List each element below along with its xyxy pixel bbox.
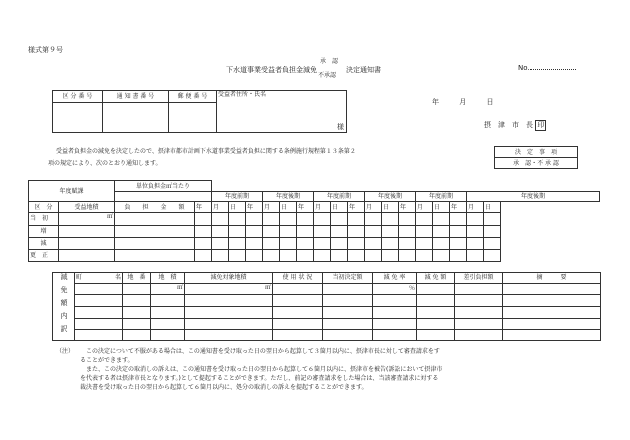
- g-percent: ％: [373, 283, 417, 295]
- date-y-1: 年: [195, 202, 212, 213]
- doc-number-blank: [530, 62, 576, 70]
- notes-line-2: ることができます。: [80, 357, 134, 364]
- unit-charge-label: 単位負担金㎡当たり: [115, 181, 212, 192]
- label-notice-no: 通 知 書 番 号: [103, 91, 169, 103]
- notice-no-value: [103, 103, 169, 133]
- gh-amount: 減 免 額: [417, 273, 455, 284]
- genmen-row-2: [53, 295, 601, 307]
- fiscal-label: 年度賦課: [29, 181, 115, 202]
- notes-line-4: を代表する者は摂津市長となります。)として提起することができます。ただし、前記の審査請求をした場合は、当該審査請求に対する: [80, 375, 439, 382]
- gh-chiseki: 地 積: [151, 273, 185, 284]
- label-postal-no: 郵 便 番 号: [169, 91, 217, 103]
- gh-mei-text: 名: [114, 274, 121, 282]
- period-2: 年度後期: [263, 192, 314, 202]
- gh-usage: 使 用 状 況: [273, 273, 323, 284]
- row-increase: [29, 225, 600, 237]
- date-m-4: 月: [365, 202, 382, 213]
- main-blank: [212, 181, 501, 192]
- date-day: 日: [486, 98, 494, 106]
- date-y-5: 年: [399, 202, 416, 213]
- title-prefix: 下水道事業受益者負担金減免: [226, 66, 317, 74]
- row-label-decrease: 減: [29, 237, 59, 249]
- notes-line-3: また、この決定の取消しの訴えは、この通知書を受け取った日の翌日から起算して６箇月以内に、摂津市を被告(訴訟において摂津市: [86, 366, 443, 373]
- row-label-increase: 増: [29, 225, 59, 237]
- date-m-5: 月: [416, 202, 433, 213]
- doc-number: [518, 62, 576, 73]
- genmen-row-1: [53, 283, 601, 295]
- unit-charge-value: [115, 192, 212, 202]
- date-d-6: 日: [484, 202, 501, 213]
- body-text-2: 項の規定により、次のとおり通知します。: [48, 160, 162, 167]
- row-label-initial: 当 初: [29, 213, 59, 225]
- seal-mark: 印: [537, 121, 545, 129]
- gh-target-area: 減免対象地積: [185, 273, 273, 284]
- decision-value: 承 認・不 承 認: [495, 158, 578, 169]
- date-m-1: 月: [212, 202, 229, 213]
- date-month: 月: [459, 98, 467, 106]
- date-m-6: 月: [467, 202, 484, 213]
- period-3: 年度前期: [314, 192, 365, 202]
- period-5: 年度前期: [416, 192, 467, 202]
- date-d-4: 日: [382, 202, 399, 213]
- title-approve: 承 認: [320, 58, 339, 65]
- period-1: 年度前期: [212, 192, 263, 202]
- kubun-no-value: [53, 103, 103, 133]
- title-suffix: 決定通知書: [346, 66, 381, 74]
- issuer: [484, 120, 546, 131]
- body-text-1: 受益者負担金の減免を決定したので、摂津市都市計画下水道事業受益者負担に関する条例施行規程第１３条第２: [56, 148, 356, 155]
- genmen-row-3: [53, 307, 601, 319]
- gh-cho: [75, 273, 123, 284]
- genmen-table: [52, 272, 601, 341]
- row-correction: [29, 249, 600, 261]
- main-table: [28, 180, 600, 262]
- gh-remarks: 摘 要: [503, 273, 601, 284]
- label-recipient: 受益者住所・氏名: [218, 91, 267, 98]
- g-m2-2: ㎡: [185, 283, 273, 295]
- gh-initial-amount: 当初決定額: [323, 273, 373, 284]
- genmen-row-5: [53, 330, 601, 341]
- row-initial: [29, 213, 600, 225]
- date-d-5: 日: [433, 202, 450, 213]
- g-m2-1: ㎡: [151, 283, 185, 295]
- gh-rate: 減 免 率: [373, 273, 417, 284]
- label-kubun-no: 区 分 番 号: [53, 91, 103, 103]
- notes-mark: （注）: [56, 348, 75, 355]
- date-y-6: 年: [450, 202, 467, 213]
- row-label-correction: 更 正: [29, 249, 59, 261]
- date-year: 年: [432, 98, 439, 106]
- recipient-cell: [217, 91, 347, 133]
- header-table: [52, 90, 347, 133]
- col-kubun: 区 分: [29, 202, 59, 213]
- genmen-side-text: 減免額内訳: [60, 273, 68, 338]
- date-d-1: 日: [229, 202, 246, 213]
- date-d-3: 日: [331, 202, 348, 213]
- doc-number-label: No.: [518, 64, 530, 72]
- col-area: 受益地積: [59, 202, 115, 213]
- date-m-2: 月: [263, 202, 280, 213]
- notes-line-5: 裁決書を受け取った日の翌日から起算して６箇月以内に、処分の取消しの訴えを提起することができます。: [80, 384, 368, 391]
- decision-box: [494, 146, 578, 169]
- gh-net: 差引負担額: [455, 273, 503, 284]
- col-burden: 負 担 金 額: [115, 202, 195, 213]
- period-4: 年度後期: [365, 192, 416, 202]
- sama-label: 様: [337, 123, 344, 131]
- date-d-2: 日: [280, 202, 297, 213]
- date-y-2: 年: [246, 202, 263, 213]
- genmen-row-4: [53, 318, 601, 330]
- form-number: 様式第９号: [28, 46, 63, 54]
- date-m-3: 月: [314, 202, 331, 213]
- area-m2-initial: ㎡: [59, 213, 115, 225]
- period-6: 年度後期: [467, 192, 600, 202]
- decision-label: 決 定 事 項: [495, 147, 578, 158]
- date-y-3: 年: [297, 202, 314, 213]
- date-y-4: 年: [348, 202, 365, 213]
- main-header-row: [29, 202, 600, 213]
- gh-cho-text: 町: [76, 274, 83, 282]
- postal-no-value: [169, 103, 217, 133]
- gh-chiban: 地 番: [123, 273, 151, 284]
- row-decrease: [29, 237, 600, 249]
- genmen-side-label: [53, 273, 75, 341]
- date-line: [432, 98, 493, 107]
- notes-line-1: この決定について不服がある場合は、この通知書を受け取った日の翌日から起算して３箇月以内に、摂津市長に対して審査請求をす: [86, 348, 440, 355]
- issuer-name: 摂 津 市 長: [484, 121, 533, 129]
- title-disapprove: 不承認: [318, 72, 337, 79]
